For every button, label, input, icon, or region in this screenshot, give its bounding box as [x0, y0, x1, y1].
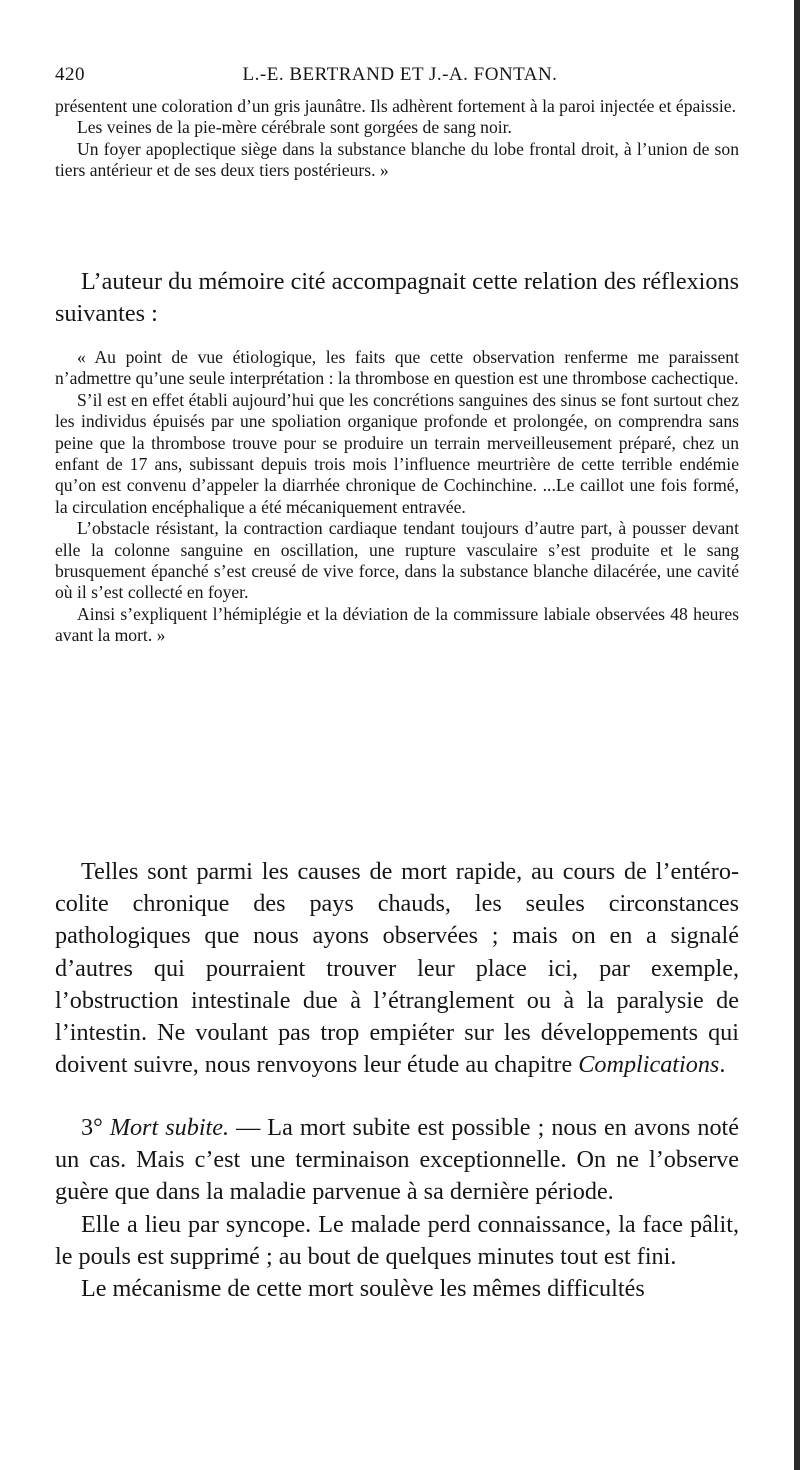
quote-top-paragraph-2: Les veines de la pie-mère cérébrale sont gorgées de sang noir.	[77, 117, 512, 138]
quote-main	[55, 347, 739, 647]
body-paragraph-4: Le mécanisme de cette mort soulève les mêmes difficultés	[81, 1275, 645, 1303]
section-text: — La mort subite est possible ; nous en avons noté un cas. Mais c’est une terminaison exceptionnelle. On ne l’observe guère que dans la maladie parvenue à sa dernière période.	[55, 1114, 740, 1206]
page-header	[55, 64, 745, 88]
page-number: 420	[55, 64, 85, 85]
intro-paragraph	[55, 266, 739, 330]
intro-text: L’auteur du mémoire cité accompagnait cette relation des réflexions suivantes :	[55, 268, 739, 328]
body-paragraph-1-text: Telles sont parmi les causes de mort rapide, au cours de l’entéro-colite chronique des pays chauds, les seules circonstances pathologiques que nous ayons observées ; mais on en a signalé d’autres qui pourraient trouver leur place ici, par exemple, l’obstruction intestinale due à l’étranglement ou à la paralysie de l’intestin. Ne voulant pas trop empiéter sur les développements qui doivent suivre, nous renvoyons leur étude au chapitre	[55, 858, 739, 1079]
complications-reference: Complications	[578, 1051, 720, 1079]
body-paragraph-2	[55, 1112, 739, 1209]
running-title: L.-E. BERTRAND ET J.-A. FONTAN.	[242, 64, 558, 85]
quote-top	[55, 96, 739, 182]
quote-top-paragraph-1: présentent une coloration d’un gris jaunâtre. Ils adhèrent fortement à la paroi injectée et épaissie.	[55, 96, 736, 116]
quote-main-paragraph-1: « Au point de vue étiologique, les faits que cette observation renferme me paraissent n’admettre qu’une seule interprétation : la thrombose en question est une thrombose cachectique.	[55, 347, 739, 389]
quote-main-paragraph-4: Ainsi s’expliquent l’hémiplégie et la déviation de la commissure labiale observées 48 heures avant la mort. »	[55, 603, 739, 646]
quote-main-paragraph-2: S’il est en effet établi aujourd’hui que les concrétions sanguines des sinus se font surtout chez les individus épuisés par une spoliation organique profonde et prolongée, on comprendra sans peine que la thrombose trouve pour se produire un terrain merveilleusement préparé, chez un enfant de 17 ans, subissant depuis trois mois l’influence meurtrière de cette terrible endémie qu’on est convenu d’appeler la diarrhée chronique de Cochinchine. ...Le caillot une fois formé, la circulation encéphalique a été mécaniquement entravée.	[55, 389, 739, 517]
body-paragraph-1	[55, 856, 739, 1081]
page-edge-shadow	[794, 0, 800, 1470]
section-title: Mort subite.	[109, 1114, 230, 1141]
quote-main-paragraph-3: L’obstacle résistant, la contraction cardiaque tendant toujours d’autre part, à pousser devant elle la colonne sanguine en oscillation, une rupture vasculaire s’est produite et le sang brusquement épanché s’est creusé de vive force, dans la substance blanche dilacérée, une cavité où il s’est collecté en foyer.	[55, 518, 739, 603]
main-text	[55, 856, 739, 1081]
body-paragraph-3: Elle a lieu par syncope. Le malade perd connaissance, la face pâlit, le pouls est supprimé ; au bout de quelques minutes tout est fini.	[55, 1210, 739, 1270]
quote-top-paragraph-3: Un foyer apoplectique siège dans la substance blanche du lobe frontal droit, à l’union de son tiers antérieur et de ses deux tiers postérieurs. »	[55, 138, 739, 181]
section-number: 3°	[81, 1114, 103, 1141]
section-mort-subite	[55, 1112, 739, 1305]
body-paragraph-1-end: .	[719, 1051, 726, 1079]
